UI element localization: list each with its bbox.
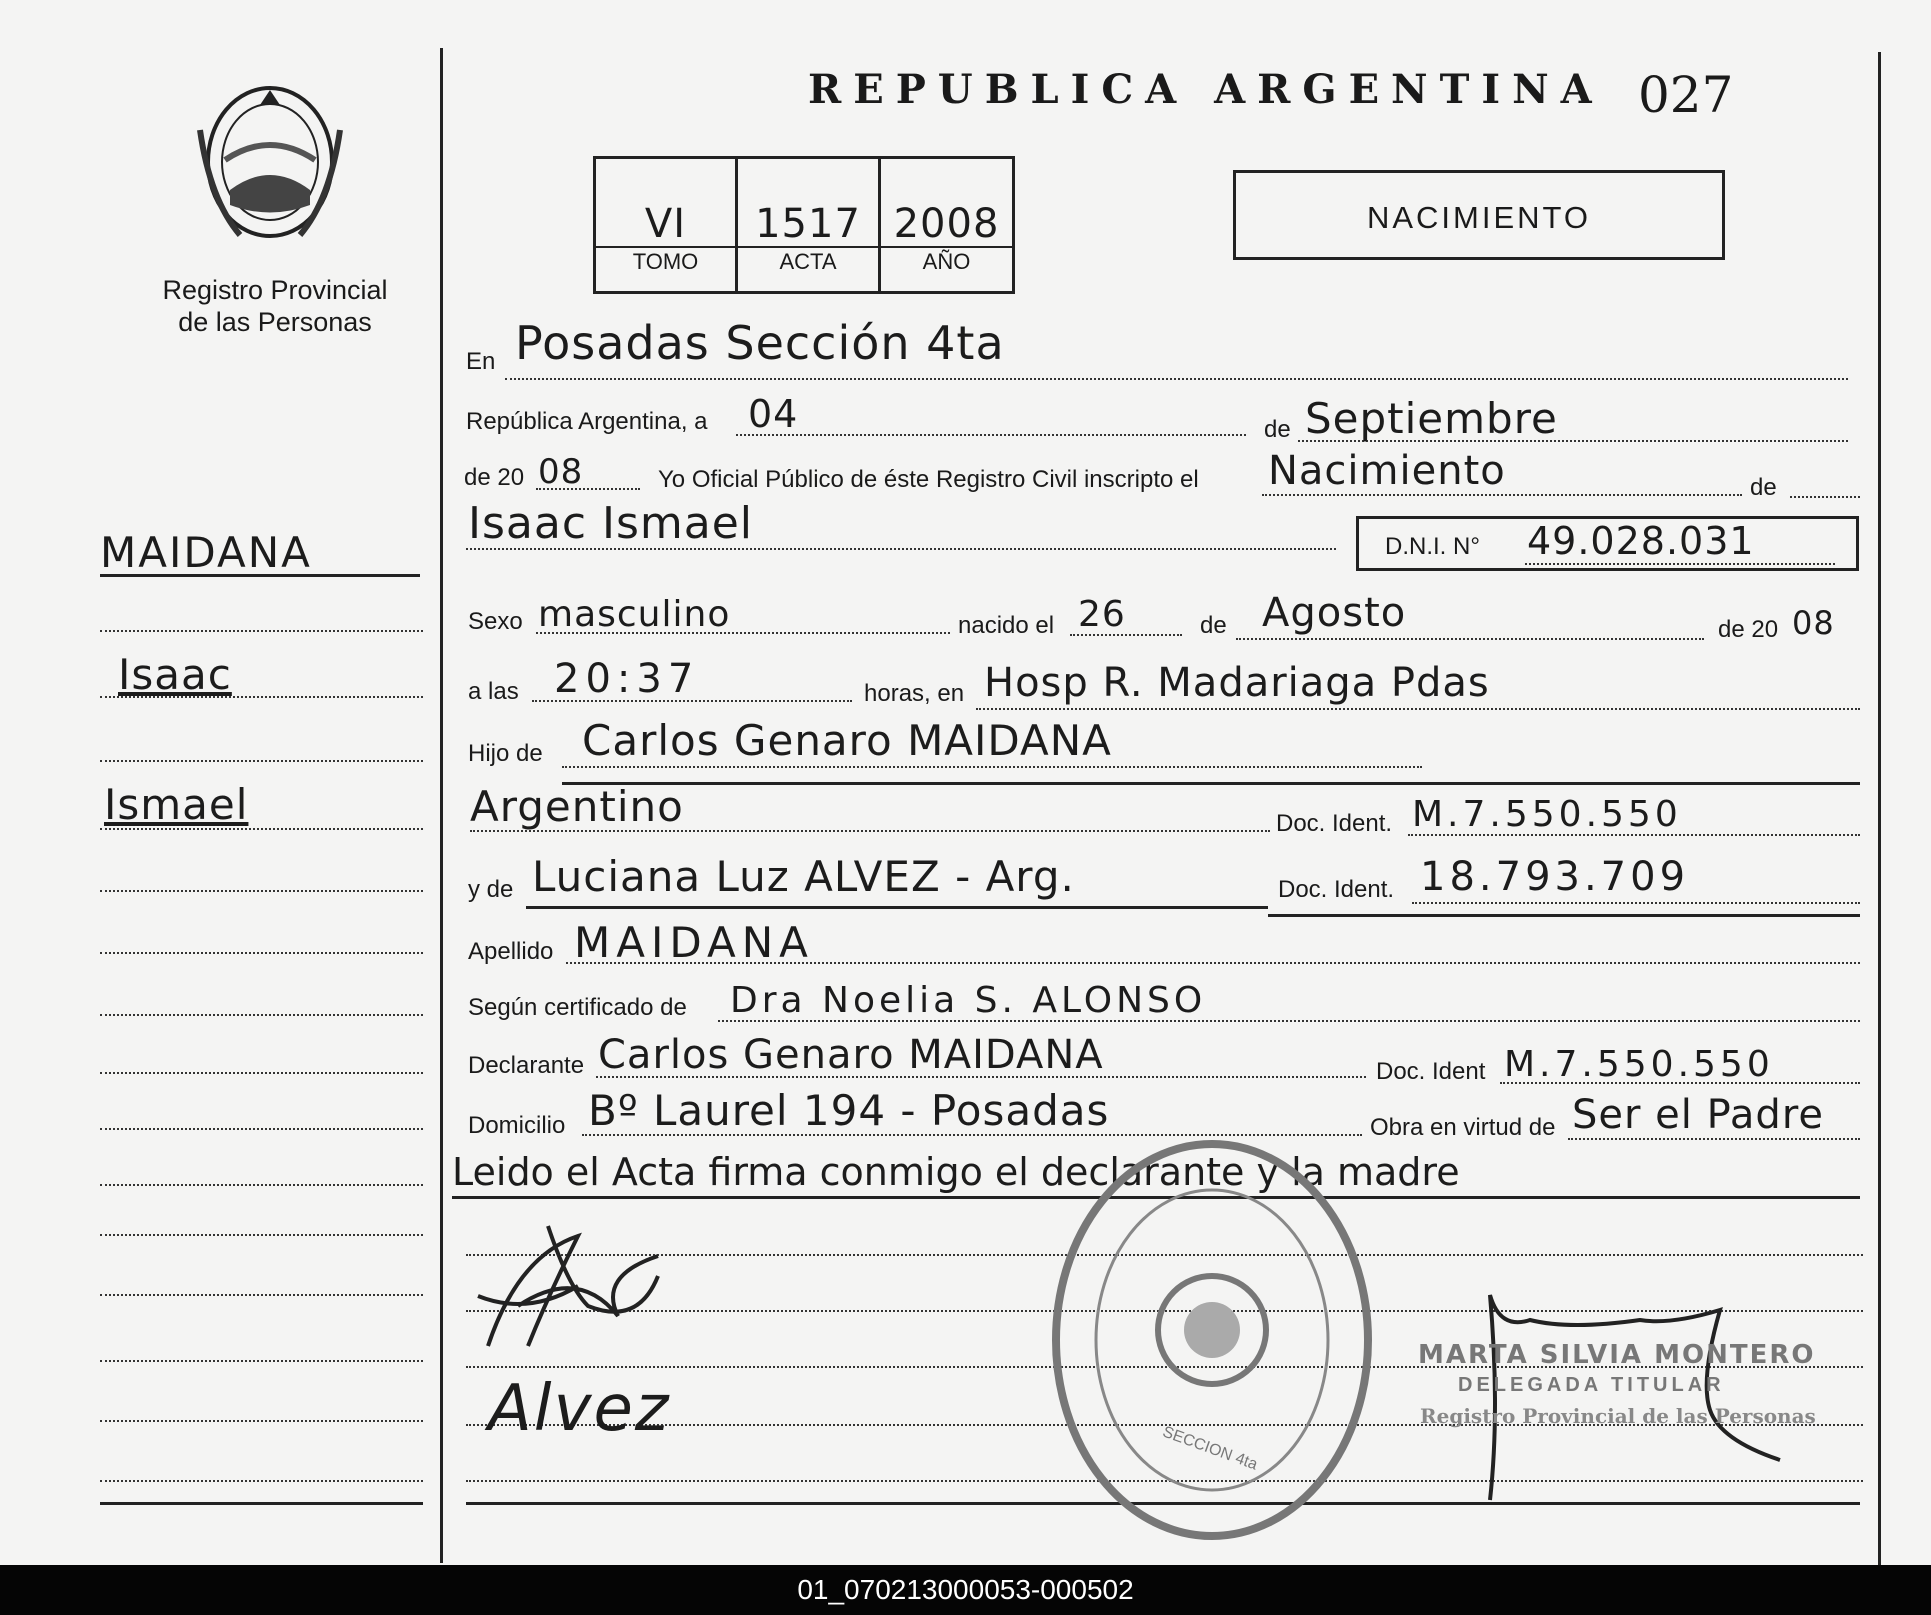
mother-doc-line — [1412, 902, 1860, 904]
dni-label: D.N.I. N° — [1385, 533, 1480, 560]
acta-cell — [738, 159, 881, 291]
de-label-2: de — [1750, 474, 1777, 501]
birth-year-prefix: de 20 — [1718, 616, 1779, 643]
nacido-label: nacido el — [958, 612, 1055, 639]
year-suffix: 08 — [538, 452, 584, 492]
margin-surname-underline — [100, 574, 420, 577]
official-name: MARTA SILVIA MONTERO — [1418, 1340, 1816, 1370]
obra-value: Ser el Padre — [1572, 1092, 1824, 1138]
de-line-2 — [1790, 496, 1860, 498]
y-de-label: y de — [468, 876, 514, 903]
birth-month-line — [1236, 638, 1704, 640]
father-doc: M.7.550.550 — [1412, 794, 1682, 835]
margin-line — [100, 1014, 423, 1016]
margin-line — [100, 1420, 423, 1422]
mother-name: Luciana Luz ALVEZ - Arg. — [532, 852, 1075, 901]
sexo-line — [536, 632, 950, 634]
horas-label: horas, en — [864, 680, 965, 707]
margin-bottom-rule — [100, 1502, 423, 1505]
registry-emblem — [180, 70, 360, 250]
certificado-value: Dra Noelia S. ALONSO — [730, 980, 1207, 1021]
month-value: Septiembre — [1305, 394, 1558, 443]
birth-month: Agosto — [1262, 590, 1407, 636]
child-name-line — [466, 548, 1336, 550]
margin-line — [100, 760, 423, 762]
mother-doc: 18.793.709 — [1420, 854, 1690, 900]
declarante-doc: M.7.550.550 — [1504, 1044, 1774, 1085]
certificado-line — [718, 1020, 1860, 1022]
margin-line — [100, 1184, 423, 1186]
margin-line — [100, 1360, 423, 1362]
margin-surname: MAIDANA — [100, 528, 312, 577]
margin-line — [100, 1480, 423, 1482]
page-right-edge — [1878, 52, 1881, 1567]
column-divider — [440, 48, 443, 1563]
father-name: Carlos Genaro MAIDANA — [582, 716, 1112, 765]
official-org: Registro Provincial de las Personas — [1420, 1404, 1816, 1428]
birth-place: Hosp R. Madariaga Pdas — [984, 660, 1490, 706]
margin-line — [100, 1072, 423, 1074]
sexo-value: masculino — [538, 594, 731, 635]
father-nat-line — [470, 830, 1270, 832]
margin-name2: Ismael — [104, 780, 249, 829]
father-nationality: Argentino — [470, 782, 684, 831]
birth-day-line — [1070, 634, 1182, 636]
dni-value: 49.028.031 — [1527, 519, 1755, 563]
tomo-value: VI — [644, 201, 687, 247]
doc-ident-label-3: Doc. Ident — [1376, 1058, 1486, 1085]
provincial-seal-icon — [180, 70, 360, 250]
declarante-value: Carlos Genaro MAIDANA — [598, 1032, 1104, 1078]
hijo-label: Hijo de — [468, 740, 543, 767]
margin-line — [100, 1294, 423, 1296]
mother-rule — [526, 906, 1268, 909]
dni-line — [1525, 563, 1835, 565]
place-line — [505, 378, 1848, 380]
de-label: de — [1264, 416, 1291, 443]
father-line — [562, 766, 1422, 768]
official-title: DELEGADA TITULAR — [1458, 1374, 1725, 1396]
republica-label: República Argentina, a — [466, 408, 708, 435]
margin-line — [100, 630, 423, 632]
registry-name-line2: de las Personas — [178, 307, 372, 337]
father-doc-line — [1408, 834, 1860, 836]
official-stamp-icon — [1046, 1130, 1378, 1550]
child-name: Isaac Ismael — [468, 498, 754, 549]
yo-oficial-label: Yo Oficial Público de éste Registro Civil inscripto el — [658, 466, 1199, 493]
record-type-box: NACIMIENTO — [1233, 170, 1725, 260]
apellido-line — [566, 962, 1860, 964]
margin-line — [100, 890, 423, 892]
margin-line — [100, 952, 423, 954]
mother-signature: Alvez — [488, 1372, 671, 1446]
book-reference-box — [593, 156, 1015, 294]
time-value: 20:37 — [554, 656, 700, 702]
file-id-footer: 01_070213000053-000502 — [0, 1565, 1931, 1615]
domicilio-value: Bº Laurel 194 - Posadas — [588, 1086, 1110, 1135]
year-line — [536, 488, 640, 490]
birth-day: 26 — [1078, 594, 1126, 635]
margin-line — [100, 696, 423, 698]
margin-line — [100, 1234, 423, 1236]
segun-label: Según certificado de — [468, 994, 687, 1021]
place-value: Posadas Sección 4ta — [515, 316, 1005, 370]
declarante-label: Declarante — [468, 1052, 585, 1079]
domicilio-label: Domicilio — [468, 1112, 566, 1139]
event-line — [1262, 494, 1742, 496]
leido-text: Leido el Acta firma conmigo el declarante y la madre — [452, 1150, 1460, 1194]
margin-name1: Isaac — [118, 650, 232, 699]
event-value: Nacimiento — [1268, 448, 1506, 494]
year-prefix: de 20 — [464, 464, 525, 491]
registry-name-line1: Registro Provincial — [162, 275, 388, 305]
stamp-section: SECCION 4ta — [1160, 1423, 1260, 1474]
dni-box — [1356, 516, 1859, 571]
tomo-cell — [596, 159, 738, 291]
apellido-value: MAIDANA — [574, 918, 814, 967]
anio-value: 2008 — [893, 201, 1000, 247]
de-label-3: de — [1200, 612, 1227, 639]
record-number: 027 — [1638, 66, 1734, 124]
day-line — [736, 434, 1246, 436]
time-line — [532, 700, 852, 702]
anio-label: AÑO — [922, 249, 971, 274]
declarante-line — [596, 1076, 1366, 1078]
acta-value: 1517 — [755, 201, 861, 247]
country-title: REPUBLICA ARGENTINA — [808, 66, 1604, 113]
birth-year-suffix: 08 — [1792, 604, 1835, 642]
tomo-label: TOMO — [632, 249, 699, 274]
mother-rule-2 — [1268, 914, 1860, 917]
a-las-label: a las — [468, 678, 519, 705]
registry-name — [130, 274, 420, 338]
day-value: 04 — [748, 392, 799, 436]
obra-line — [1568, 1138, 1860, 1140]
doc-ident-label: Doc. Ident. — [1276, 810, 1393, 837]
margin-line — [100, 828, 423, 830]
doc-ident-label-2: Doc. Ident. — [1278, 876, 1395, 903]
en-label: En — [466, 348, 496, 375]
birth-place-line — [976, 708, 1860, 710]
anio-cell — [881, 159, 1012, 291]
obra-label: Obra en virtud de — [1370, 1114, 1556, 1141]
declarante-doc-line — [1500, 1082, 1860, 1084]
father-rule — [562, 782, 1860, 785]
sexo-label: Sexo — [468, 608, 523, 635]
acta-label: ACTA — [779, 249, 837, 274]
official-signature-icon — [1420, 1290, 1800, 1510]
margin-line — [100, 1128, 423, 1130]
declarant-signature-icon — [458, 1196, 698, 1366]
apellido-label: Apellido — [468, 938, 554, 965]
